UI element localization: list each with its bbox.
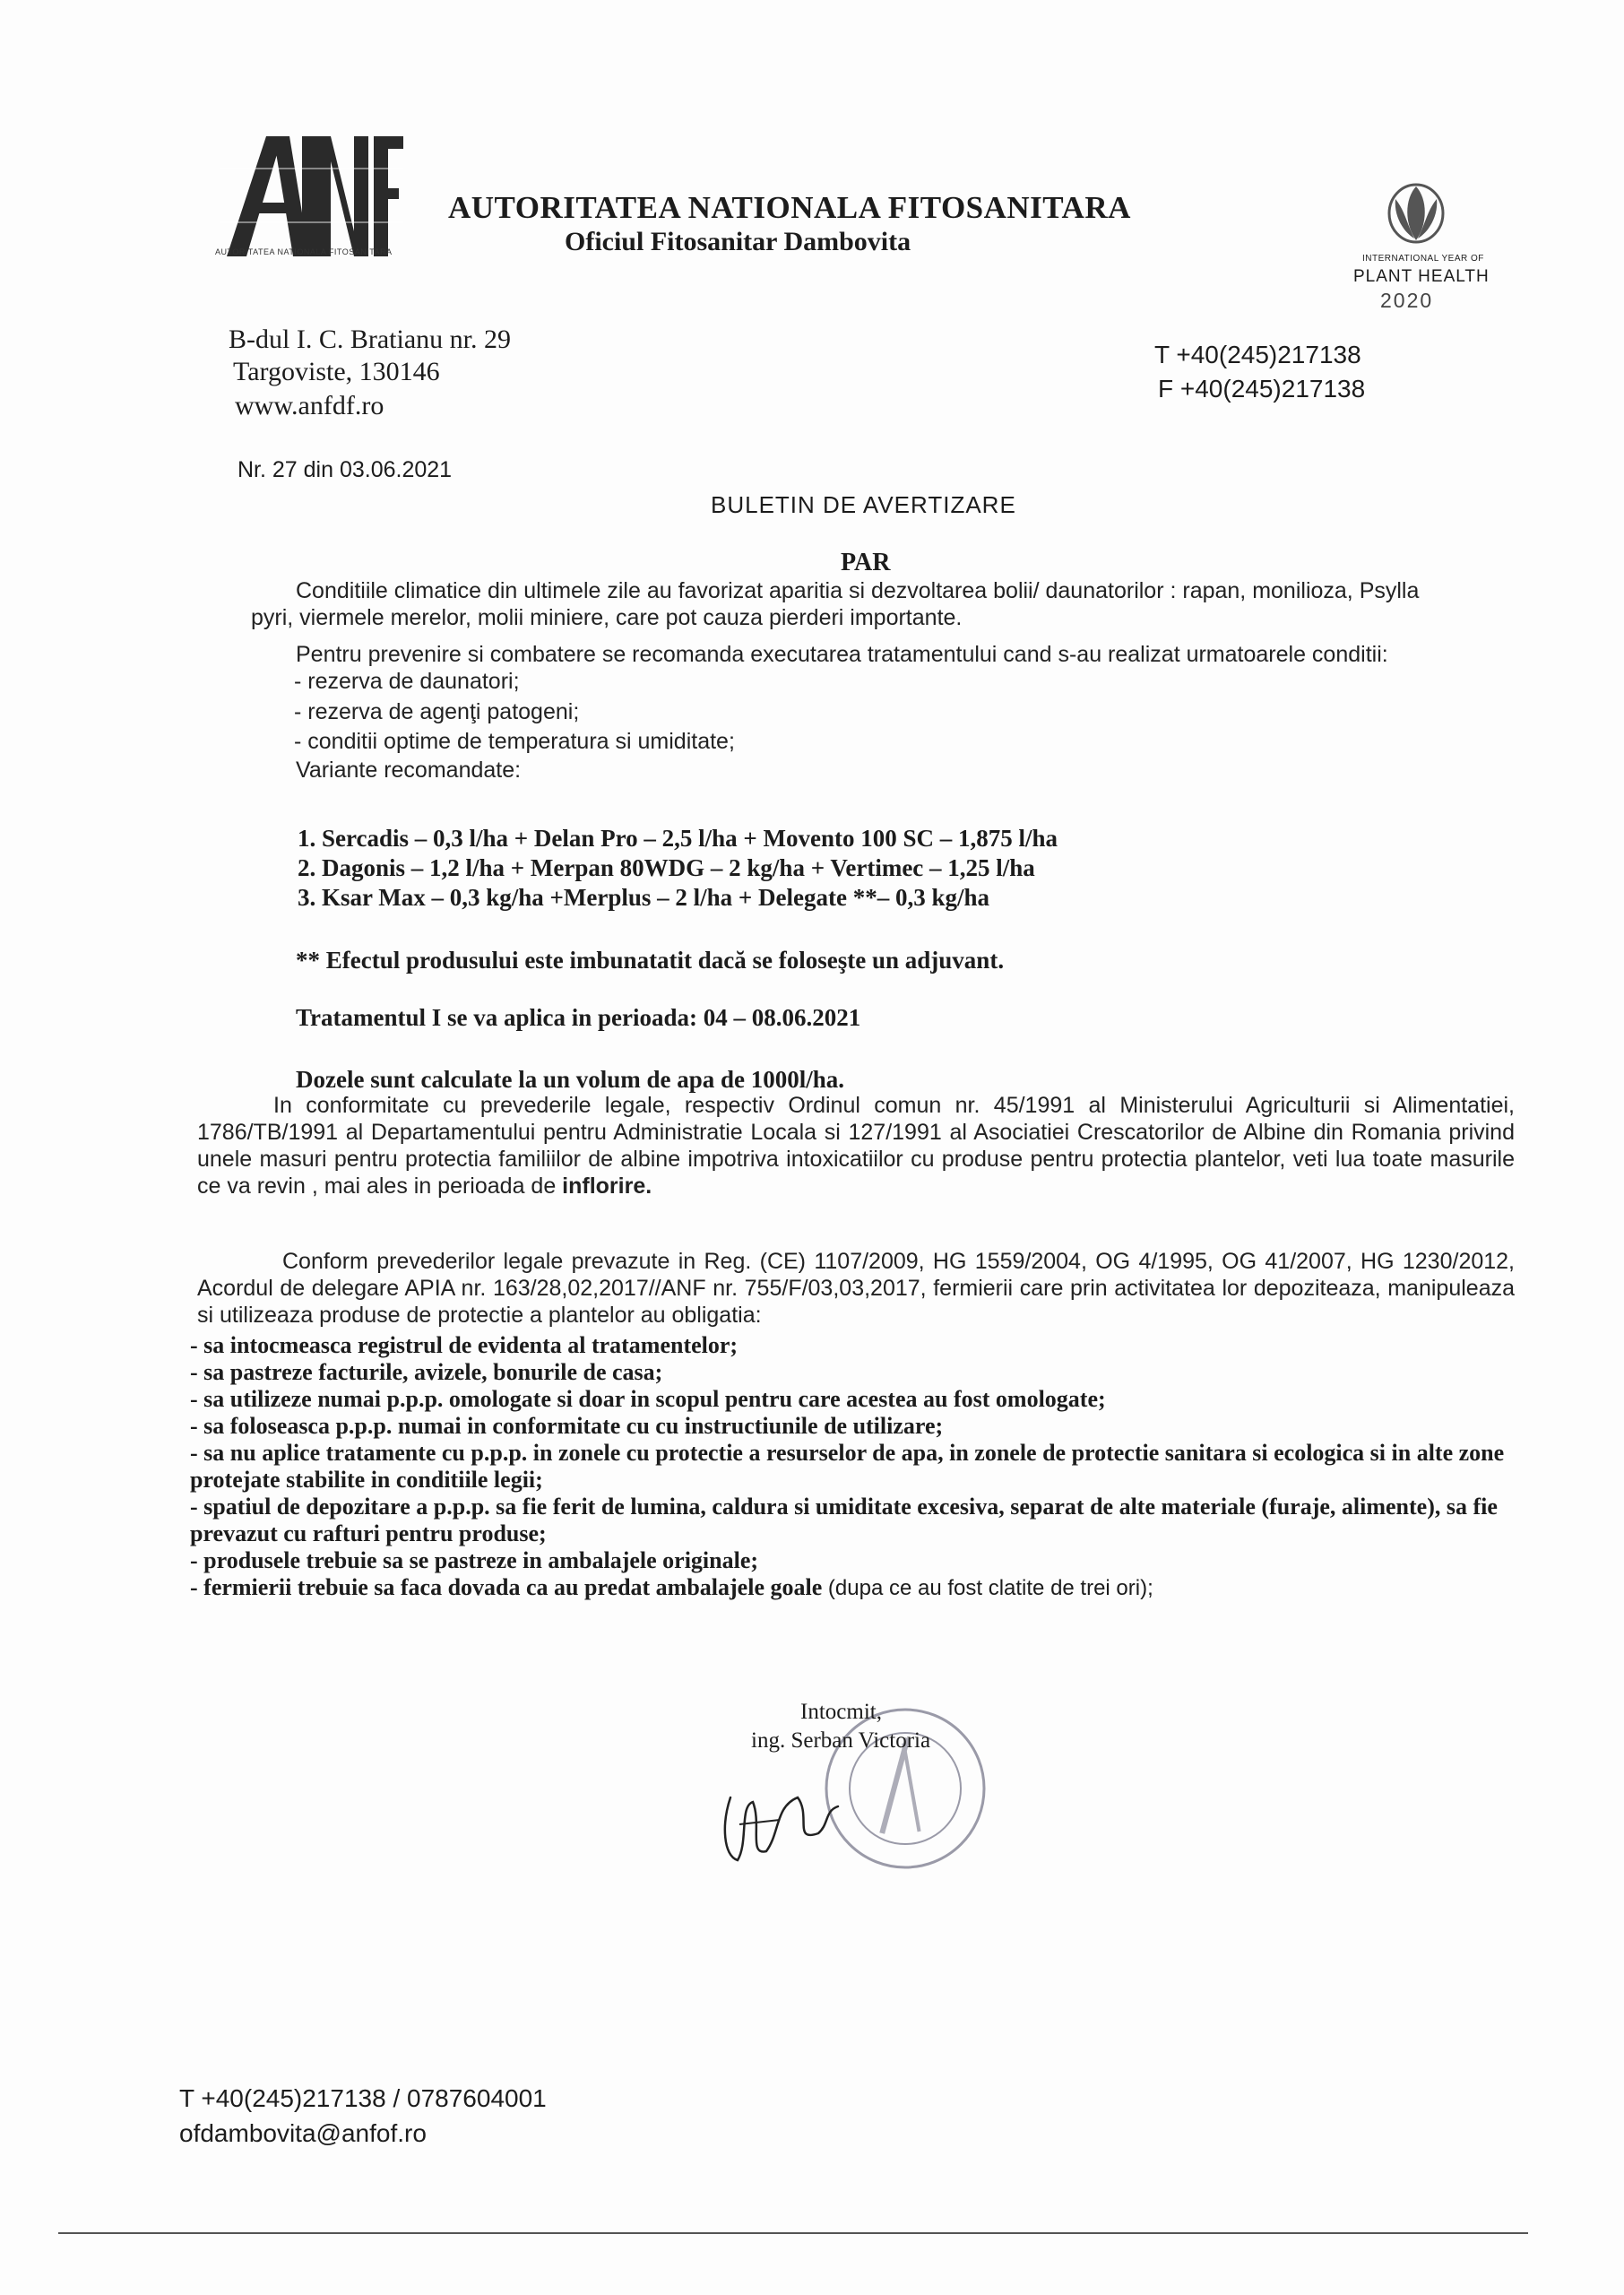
author-name: ing. Serban Victoria: [751, 1728, 931, 1753]
obligation-item: - sa utilizeze numai p.p.p. omologate si doar in scopul pentru care acestea au fost omologate;: [190, 1386, 1106, 1412]
logo-caption: AUTORITATEA NATIONALA FITOSANITARA: [215, 247, 393, 256]
plant-health-logo-icon: [1385, 179, 1447, 251]
bee-protection-paragraph: [197, 1092, 1515, 1199]
water-volume-note: Dozele sunt calculate la un volum de apa de 1000l/ha.: [296, 1066, 845, 1093]
iyph-caption: INTERNATIONAL YEAR OF: [1362, 254, 1484, 264]
flowering-emphasis: inflorire.: [562, 1173, 652, 1199]
document-heading: BULETIN DE AVERTIZARE: [711, 491, 1016, 518]
footer-divider: [58, 2232, 1528, 2234]
obligation-item: - sa pastreze facturile, avizele, bonurile de casa;: [190, 1359, 663, 1385]
condition-item: - rezerva de agenţi patogeni;: [294, 699, 580, 724]
office-title: Oficiul Fitosanitar Dambovita: [565, 227, 911, 256]
obligation-last-bold: - fermierii trebuie sa faca dovada ca au predat ambalajele goale: [190, 1574, 823, 1600]
treatment-period: Tratamentul I se va aplica in perioada: 04 – 08.06.2021: [296, 1004, 861, 1031]
product-variant-1: 1. Sercadis – 0,3 l/ha + Delan Pro – 2,5 l/ha + Movento 100 SC – 1,875 l/ha: [298, 825, 1058, 852]
variants-label: Variante recomandate:: [296, 758, 522, 783]
paragraph-prevention: Pentru prevenire si combatere se recomanda executarea tratamentului cand s-au realizat urmatoarele conditii:: [296, 642, 1388, 667]
product-variant-3: 3. Ksar Max – 0,3 kg/ha +Merplus – 2 l/ha + Delegate **– 0,3 kg/ha: [298, 884, 990, 911]
paragraph-conditions-line2: pyri, viermele merelor, molii miniere, care pot cauza pierderi importante.: [251, 605, 963, 630]
phone-number: T +40(245)217138: [1154, 341, 1361, 368]
obligation-item: - spatiul de depozitare a p.p.p. sa fie ferit de lumina, caldura si umiditate excesiva, separat de alte materiale (furaje, alimente), sa fie prevazut cu rafturi pentru produse;: [190, 1494, 1498, 1546]
address-city: Targoviste, 130146: [233, 357, 440, 386]
footer-phone: T +40(245)217138 / 0787604001: [179, 2084, 547, 2112]
bee-protection-text: In conformitate cu prevederile legale, respectiv Ordinul comun nr. 45/1991 al Ministerului Agriculturii si Alimentatiei, 1786/TB/1991 al Departamentului pentru Administratie Locala si 127/1991 al Asociatiei Crescatorilor de Albine din Romania privind unele masuri pentru protectia familiilor de albine impotriva intoxicatiilor cu produse pentru protectia plantelor, veti lua toate masurile ce va revin , mai ales in perioada de: [197, 1093, 1515, 1199]
iyph-year: 2020: [1380, 289, 1434, 312]
prepared-by-label: Intocmit,: [800, 1700, 882, 1724]
fax-number: F +40(245)217138: [1158, 375, 1366, 403]
authority-title: AUTORITATEA NATIONALA FITOSANITARA: [448, 190, 1131, 225]
regulations-text: Conform prevederilor legale prevazute in Reg. (CE) 1107/2009, HG 1559/2004, OG 4/1995, OG 41/2007, HG 1230/2012, Acordul de delegare APIA nr. 163/28,02,2017//ANF nr. 755/F/03,03,2017, fermierii care prin activitatea lor depoziteaza, manipuleaza si utilizeaza produse de protectie a plantelor au obligatia:: [197, 1249, 1515, 1328]
crop-heading: PAR: [841, 549, 891, 576]
iyph-title: PLANT HEALTH: [1353, 267, 1490, 286]
document-number: Nr. 27 din 03.06.2021: [238, 457, 453, 482]
adjuvant-note: ** Efectul produsului este imbunatatit dacă se foloseşte un adjuvant.: [296, 947, 1005, 974]
obligations-list: [190, 1332, 1521, 1602]
regulations-paragraph: [197, 1248, 1515, 1329]
obligation-item: - sa foloseasca p.p.p. numai in conformitate cu cu instructiunile de utilizare;: [190, 1413, 944, 1439]
product-variant-2: 2. Dagonis – 1,2 l/ha + Merpan 80WDG – 2 kg/ha + Vertimec – 1,25 l/ha: [298, 854, 1035, 881]
obligation-item: - sa nu aplice tratamente cu p.p.p. in zonele cu protectie a resurselor de apa, in zonele de protectie sanitara si ecologica si in alte zone protejate stabilite in conditiile legii;: [190, 1440, 1505, 1493]
footer-email: ofdambovita@anfof.ro: [179, 2119, 427, 2147]
obligation-item-last: [190, 1574, 1521, 1602]
obligation-item: - sa intocmeasca registrul de evidenta al tratamentelor;: [190, 1332, 739, 1358]
obligation-last-note: (dupa ce au fost clatite de trei ori);: [822, 1576, 1153, 1600]
condition-item: - rezerva de daunatori;: [294, 669, 520, 694]
anf-logo: [220, 133, 403, 258]
condition-item: - conditii optime de temperatura si umiditate;: [294, 729, 735, 754]
handwritten-signature: [713, 1771, 847, 1869]
paragraph-conditions-line1: Conditiile climatice din ultimele zile au favorizat aparitia si dezvoltarea bolii/ daunatorilor : rapan, monilioza, Psylla: [296, 578, 1420, 603]
obligation-item: - produsele trebuie sa se pastreze in ambalajele originale;: [190, 1547, 759, 1573]
address-street: B-dul I. C. Bratianu nr. 29: [229, 325, 511, 354]
address-website: www.anfdf.ro: [235, 391, 384, 420]
